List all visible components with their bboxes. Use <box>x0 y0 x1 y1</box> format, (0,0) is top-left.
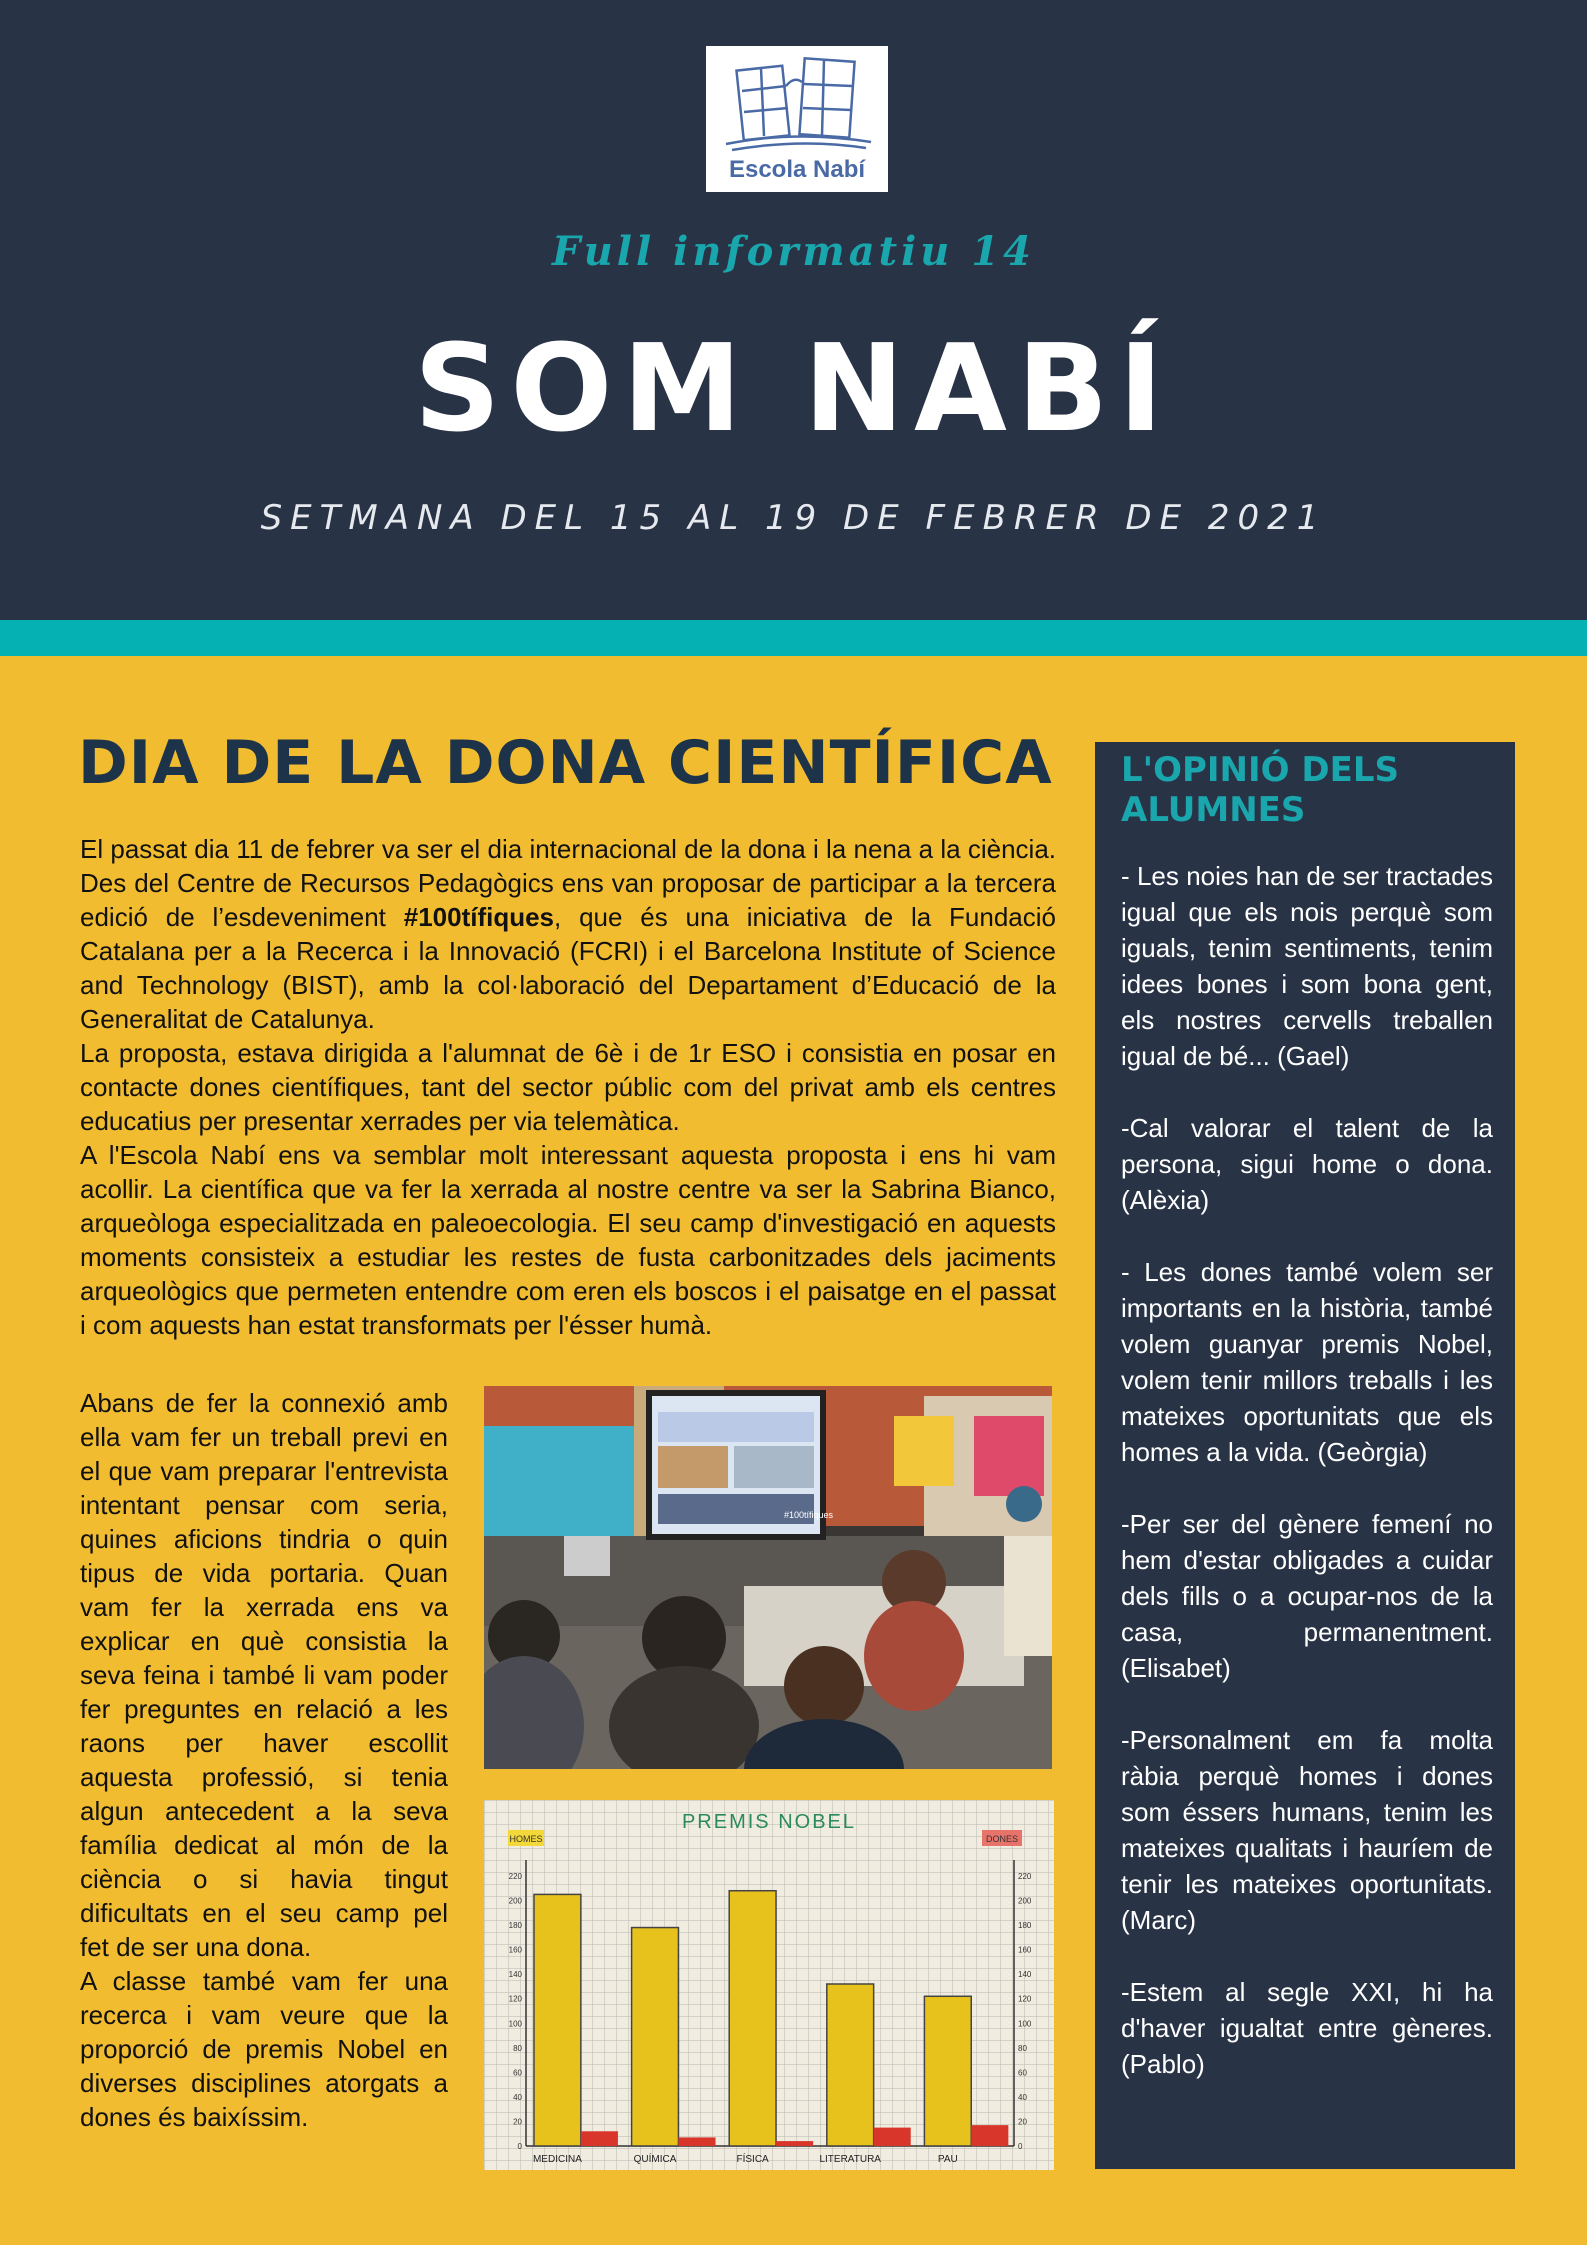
y-tick-label: 140 <box>1018 1970 1032 1980</box>
y-tick-label: 100 <box>508 2019 522 2029</box>
y-tick-label: 60 <box>1018 2068 1027 2078</box>
opinion-item: -Personalment em fa molta ràbia perquè homes i dones som éssers humans, tenim les mateixes qualitats i hauríem de tenir les mateixes oportunitats. (Marc) <box>1121 1725 1493 1935</box>
opinion-item: - Les noies han de ser tractades igual que els nois perquè som iguals, tenim sentiments, tenim idees bones i som bona gent, els nostres cervells treballen igual de bé... (Gael) <box>1121 861 1493 1071</box>
classroom-photo <box>484 1386 1052 1769</box>
screen-label: #100tífiques <box>784 1510 834 1520</box>
y-tick-label: 80 <box>1018 2043 1027 2053</box>
x-tick-label: QUÍMICA <box>633 2154 677 2165</box>
y-tick-label: 20 <box>1018 2117 1027 2127</box>
nobel-chart <box>484 1800 1054 2170</box>
article-paragraph-4: Abans de fer la connexió amb ella vam fer un treball previ en el que vam preparar l'entrevista intentant pensar com seria, quines aficions tindria o quin tipus de vida portaria. Quan vam fer la xerrada ens va explicar en què consistia la seva feina i també li vam poder fer preguntes en relació a les raons per haver escollit aquesta professió, si tenia algun antecedent a la seva família dedicat al món de la ciència o si havia tingut dificultats en el seu camp pel fet de ser una dona. <box>80 1388 448 1962</box>
y-tick-label: 200 <box>508 1896 522 1906</box>
opinion-item: -Estem al segle XXI, hi ha d'haver igualtat entre gèneres. (Pablo) <box>1121 1977 1493 2079</box>
y-tick-label: 200 <box>1018 1896 1032 1906</box>
y-tick-label: 160 <box>508 1945 522 1955</box>
week-date: SETMANA DEL 15 AL 19 DE FEBRER DE 2021 <box>260 498 1327 538</box>
hashtag: #100tífiques <box>403 902 555 932</box>
opinion-item: -Per ser del gènere femení no hem d'estar obligades a cuidar dels fills o a ocupar-nos de la casa, permanentment. (Elisabet) <box>1121 1509 1493 1683</box>
sidebar-heading: L'OPINIÓ DELS ALUMNES <box>1121 750 1399 830</box>
opinion-item: - Les dones també volem ser importants en la història, també volem guanyar premis Nobel, volem tenir millors treballs i les mateixes oportunitats que els homes a la vida. (Geòrgia) <box>1121 1257 1493 1467</box>
bar-dones-química <box>678 2137 715 2146</box>
legend-homes: HOMES <box>509 1834 543 1844</box>
bar-dones-medicina <box>581 2131 618 2146</box>
x-tick-label: FÍSICA <box>736 2154 769 2165</box>
logo-text: Escola Nabí <box>728 156 866 183</box>
y-tick-label: 100 <box>1018 2019 1032 2029</box>
newsletter-title: SOM NABÍ <box>413 320 1174 459</box>
y-tick-label: 160 <box>1018 1945 1032 1955</box>
nobel-chart-svg <box>484 1800 1054 2170</box>
article-body-top <box>80 832 1056 1342</box>
opinions-list <box>1121 858 1493 2118</box>
y-tick-label: 120 <box>508 1994 522 2004</box>
header <box>0 0 1587 620</box>
legend-dones: DONES <box>985 1834 1019 1844</box>
y-tick-label: 220 <box>1018 1872 1032 1881</box>
article-heading: DIA DE LA DONA CIENTÍFICA <box>78 728 1053 798</box>
bar-dones-pau <box>971 2125 1008 2146</box>
y-tick-label: 0 <box>1018 2142 1023 2151</box>
y-tick-label: 0 <box>517 2142 522 2151</box>
chart-title: PREMIS NOBEL <box>681 1811 857 1833</box>
article-paragraph-3: A l'Escola Nabí ens va semblar molt interessant aquesta proposta i ens hi vam acollir. La científica que va fer la xerrada al nostre centre va ser la Sabrina Bianco, arqueòloga especialitzada en paleoecologia. El seu camp d'investigació en aquests moments consisteix a estudiar les restes de fusta carbonitzades dels jaciments arqueològics que permeten entendre com eren els boscos i el paisatge en el passat i com aquests han estat transformats per l'ésser humà. <box>80 1140 1056 1340</box>
y-tick-label: 40 <box>513 2092 522 2102</box>
bar-homes-pau <box>924 1996 971 2146</box>
school-logo <box>706 46 888 192</box>
y-tick-label: 140 <box>508 1970 522 1980</box>
opinions-sidebar <box>1095 742 1515 2169</box>
y-tick-label: 180 <box>1018 1921 1032 1931</box>
bar-dones-física <box>776 2141 813 2146</box>
article-paragraph-5: A classe també vam fer una recerca i vam veure que la proporció de premis Nobel en diverses disciplines atorgats a dones és baixíssim. <box>80 1966 448 2132</box>
y-tick-label: 20 <box>513 2117 522 2127</box>
x-tick-label: LITERATURA <box>819 2154 881 2165</box>
y-tick-label: 220 <box>508 1872 522 1881</box>
article-paragraph-1: El passat dia 11 de febrer va ser el dia internacional de la dona i la nena a la ciència. Des del Centre de Recursos Pedagògics ens van proposar de participar a la tercera edició de l’esdeveniment #100tífiques, que és una iniciativa de la Fundació Catalana per a la Recerca i la Innovació (FCRI) i el Barcelona Institute of Science and Technology (BIST), amb la col·laboració del Departament d’Educació de la Generalitat de Catalunya. <box>80 834 1056 1034</box>
y-tick-label: 80 <box>513 2043 522 2053</box>
article-paragraph-2: La proposta, estava dirigida a l'alumnat de 6è i de 1r ESO i consistia en posar en contacte dones científiques, tant del sector públic com del privat amb els centres educatius per presentar xerrades per via telemàtica. <box>80 1038 1056 1136</box>
opinion-item: -Cal valorar el talent de la persona, sigui home o dona. (Alèxia) <box>1121 1113 1493 1215</box>
bar-dones-literatura <box>874 2128 911 2146</box>
bar-homes-física <box>729 1891 776 2146</box>
newsletter-subtitle: Full informatiu 14 <box>552 228 1035 275</box>
y-tick-label: 60 <box>513 2068 522 2078</box>
bar-homes-química <box>632 1928 679 2146</box>
x-tick-label: MEDICINA <box>532 2154 582 2165</box>
bar-homes-medicina <box>534 1894 581 2146</box>
y-tick-label: 40 <box>1018 2092 1027 2102</box>
bar-homes-literatura <box>827 1984 874 2146</box>
y-tick-label: 180 <box>508 1921 522 1931</box>
y-tick-label: 120 <box>1018 1994 1032 2004</box>
teal-divider <box>0 620 1587 656</box>
article-body-left <box>80 1386 448 2134</box>
x-tick-label: PAU <box>937 2154 958 2165</box>
